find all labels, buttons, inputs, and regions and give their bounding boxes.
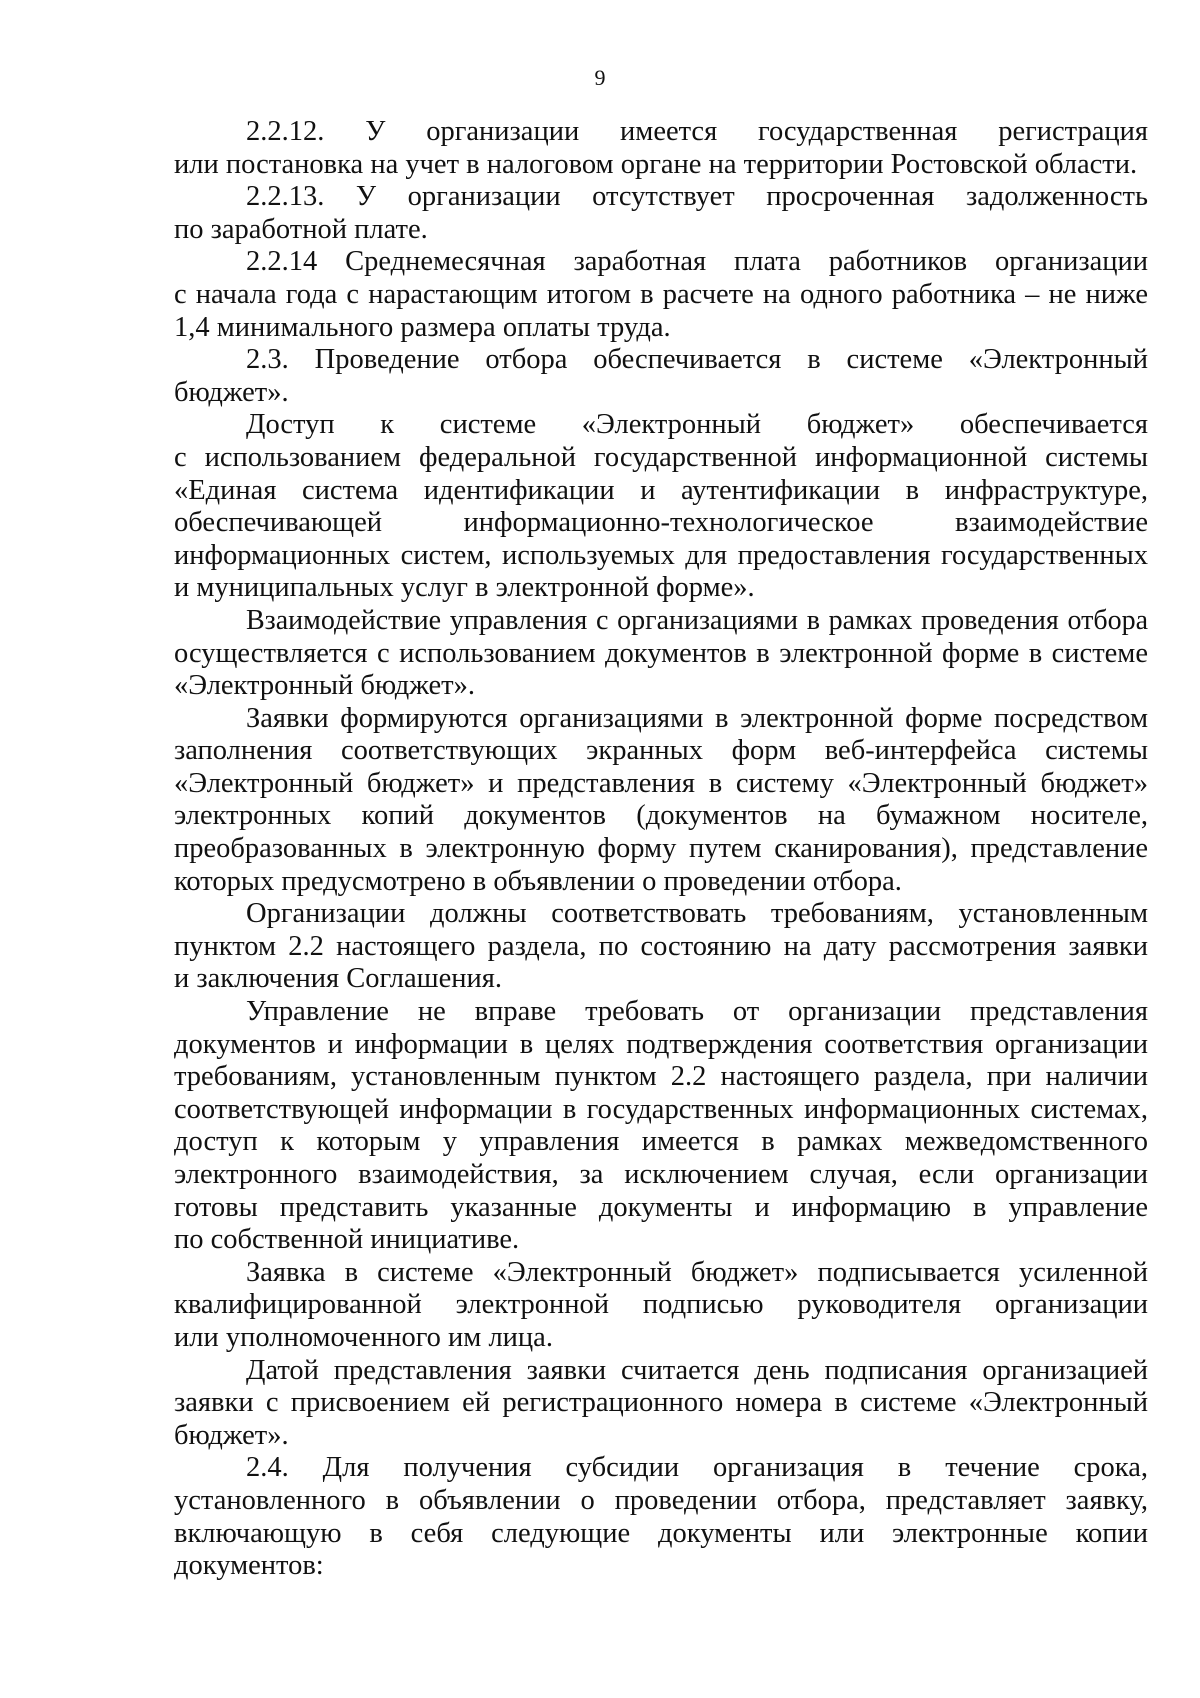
text-line: квалифицированной электронной подписью руководителя организации (174, 1289, 1148, 1321)
text-line: «Электронный бюджет» и представления в систему «Электронный бюджет» (174, 767, 1148, 799)
text-line: Доступ к системе «Электронный бюджет» обеспечивается (246, 409, 1148, 441)
text-line: или постановка на учет в налоговом органе на территории Ростовской области. (174, 148, 1138, 180)
text-line: 2.3. Проведение отбора обеспечивается в системе «Электронный (246, 344, 1148, 376)
text-line: с начала года с нарастающим итогом в расчете на одного работника – не ниже (174, 278, 1148, 310)
text-line: обеспечивающей информационно-технологическое взаимодействие (174, 507, 1148, 539)
text-line: заполнения соответствующих экранных форм веб-интерфейса системы (174, 735, 1148, 767)
text-line: заявки с присвоением ей регистрационного номера в системе «Электронный (174, 1387, 1148, 1419)
text-line: требованиям, установленным пунктом 2.2 настоящего раздела, при наличии (174, 1061, 1148, 1093)
text-line: и муниципальных услуг в электронной форме». (174, 572, 755, 604)
text-line: 2.4. Для получения субсидии организация в течение срока, (246, 1452, 1148, 1484)
text-line: преобразованных в электронную форму путем сканирования), представление (174, 833, 1148, 865)
text-line: Взаимодействие управления с организациями в рамках проведения отбора (246, 604, 1148, 636)
document-body (174, 116, 1148, 1583)
text-line: информационных систем, используемых для предоставления государственных (174, 539, 1148, 571)
text-line: осуществляется с использованием документов в электронной форме в системе (174, 637, 1148, 669)
text-line: доступ к которым у управления имеется в рамках межведомственного (174, 1126, 1148, 1158)
text-line: пунктом 2.2 настоящего раздела, по состоянию на дату рассмотрения заявки (174, 930, 1148, 962)
text-line: 2.2.12. У организации имеется государственная регистрация (246, 116, 1148, 147)
text-line: Заявка в системе «Электронный бюджет» подписывается усиленной (246, 1256, 1148, 1288)
text-line: документов: (174, 1550, 324, 1582)
text-line: 2.2.13. У организации отсутствует просроченная задолженность (246, 181, 1148, 213)
text-line: 2.2.14 Среднемесячная заработная плата работников организации (246, 246, 1148, 278)
text-line: Датой представления заявки считается день подписания организацией (246, 1354, 1148, 1386)
text-line: по собственной инициативе. (174, 1224, 520, 1256)
text-line: по заработной плате. (174, 213, 428, 245)
text-line: электронных копий документов (документов на бумажном носителе, (174, 800, 1148, 832)
text-line: соответствующей информации в государственных информационных системах, (174, 1093, 1148, 1125)
text-line: Управление не вправе требовать от организации представления (246, 996, 1148, 1028)
text-line: «Электронный бюджет». (174, 670, 476, 702)
text-line: бюджет». (174, 376, 289, 408)
text-line: электронного взаимодействия, за исключением случая, если организации (174, 1159, 1148, 1190)
text-line: Организации должны соответствовать требованиям, установленным (246, 898, 1148, 930)
text-line: которых предусмотрено в объявлении о проведении отбора. (174, 865, 902, 897)
text-line: установленного в объявлении о проведении отбора, представляет заявку, (174, 1484, 1148, 1516)
text-line: документов и информации в целях подтверждения соответствия организации (174, 1028, 1148, 1060)
text-line: с использованием федеральной государственной информационной системы (174, 441, 1148, 473)
text-line: Заявки формируются организациями в электронной форме посредством (246, 702, 1148, 734)
text-line: готовы представить указанные документы и информацию в управление (174, 1191, 1148, 1223)
text-line: 1,4 минимального размера оплаты труда. (174, 311, 671, 343)
page-number: 9 (594, 65, 606, 90)
text-line: включающую в себя следующие документы или электронные копии (174, 1517, 1148, 1549)
text-line: и заключения Соглашения. (174, 963, 502, 995)
text-line: «Единая система идентификации и аутентификации в инфраструктуре, (174, 474, 1148, 506)
text-line: бюджет». (174, 1419, 289, 1451)
text-line: или уполномоченного им лица. (174, 1321, 553, 1353)
